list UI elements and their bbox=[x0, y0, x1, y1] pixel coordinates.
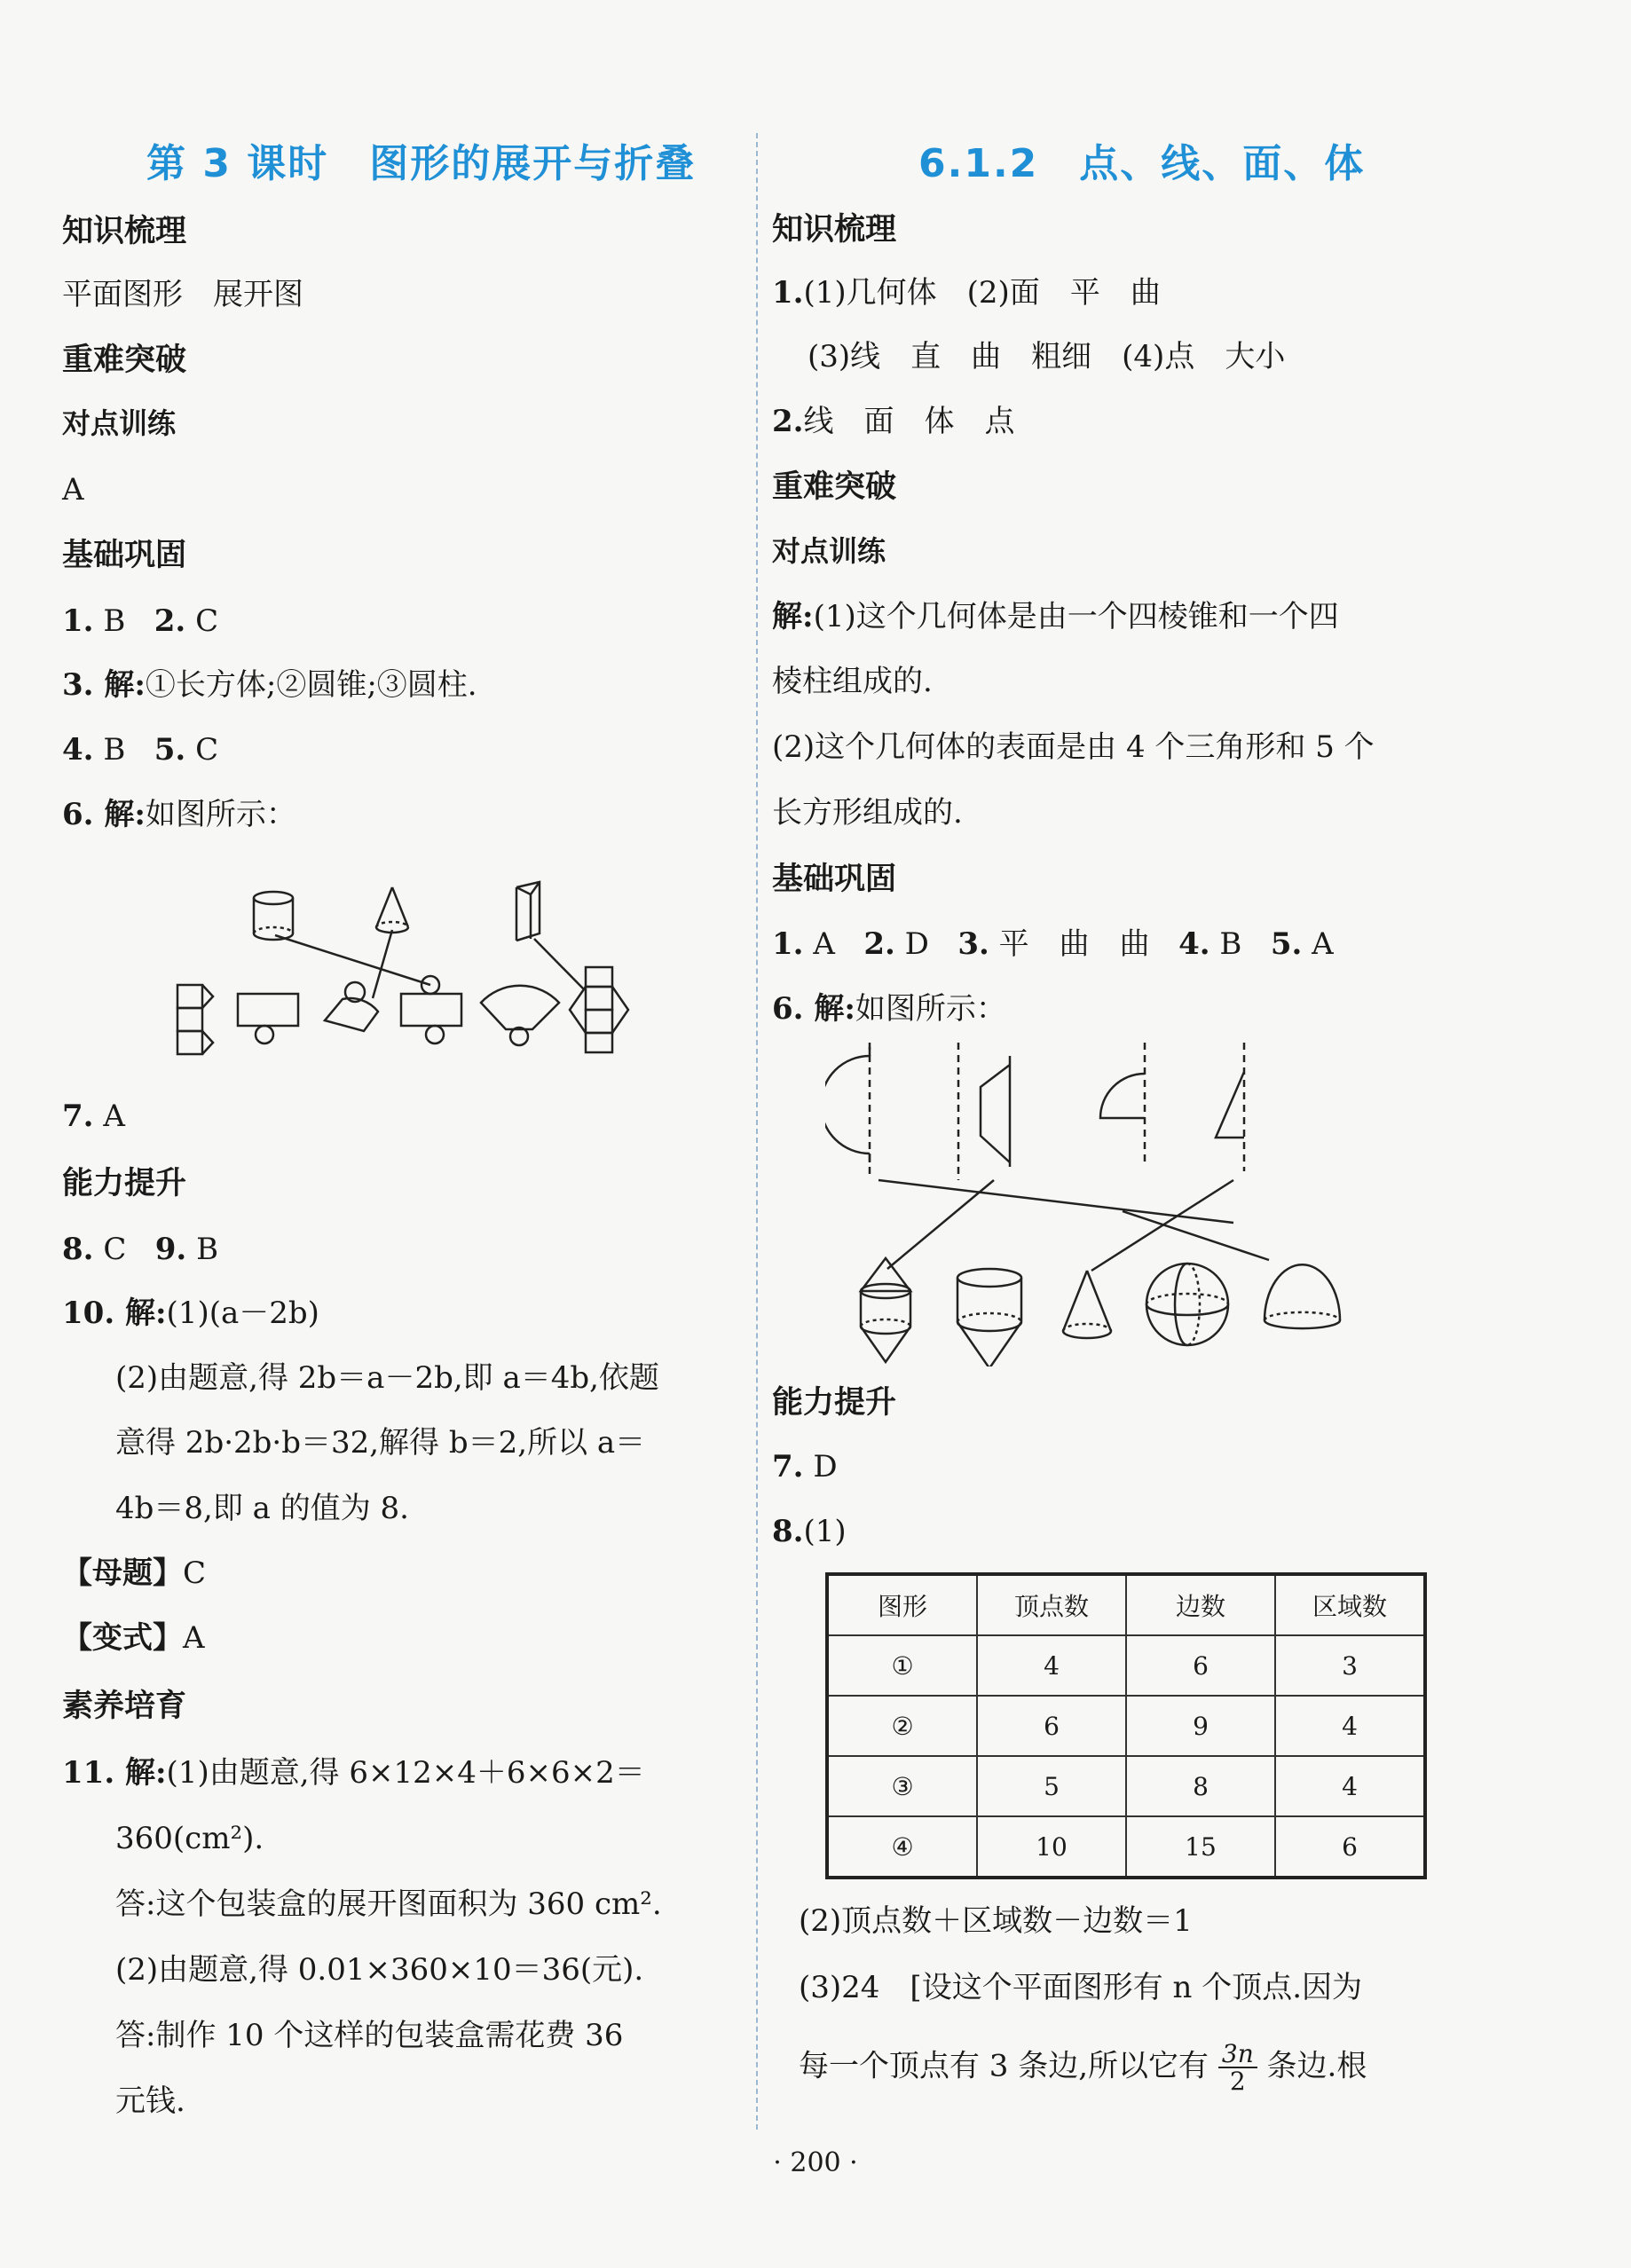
q9-answer: B bbox=[196, 1232, 219, 1267]
fraction-numerator: 3n bbox=[1218, 2041, 1257, 2068]
page-number: · 200 · bbox=[773, 2147, 858, 2178]
heading-suyang: 素养培育 bbox=[62, 1689, 187, 1724]
mu-answer: C bbox=[183, 1555, 207, 1591]
q4-number: 4. bbox=[62, 732, 94, 768]
answer-q10-line1 bbox=[62, 1295, 319, 1332]
table-cell: 4 bbox=[1275, 1696, 1425, 1756]
table-header: 图形 bbox=[827, 1574, 977, 1635]
r-heading-zhongnan: 重难突破 bbox=[772, 469, 897, 505]
q6-text: 如图所示： bbox=[145, 797, 296, 832]
r-j2-number: 2. bbox=[863, 926, 895, 962]
bian-answer: A bbox=[183, 1620, 205, 1656]
r-d-line4: 长方形组成的. bbox=[772, 795, 963, 831]
r-n8-part3-text: 每一个顶点有 3 条边,所以它有 bbox=[799, 2048, 1209, 2084]
q7-number: 7. bbox=[62, 1099, 94, 1134]
r-n7-number: 7. bbox=[772, 1449, 804, 1484]
table-cell: 6 bbox=[977, 1696, 1126, 1756]
table-row bbox=[827, 1756, 1425, 1816]
r-jichu-answers bbox=[772, 926, 1334, 963]
prism-solid-icon bbox=[516, 882, 540, 941]
r-heading-zhishi: 知识梳理 bbox=[772, 212, 897, 248]
table-row bbox=[827, 1635, 1425, 1696]
cylinder-solid-icon bbox=[254, 892, 293, 940]
q4-answer: B bbox=[103, 732, 126, 768]
heading-nengli: 能力提升 bbox=[62, 1166, 187, 1201]
r-z2-number: 2. bbox=[772, 404, 804, 439]
net-cone-icon bbox=[325, 982, 378, 1031]
q10-number: 10. 解: bbox=[62, 1295, 167, 1331]
r-j6 bbox=[772, 991, 1006, 1028]
r-n8-part2: (2)顶点数＋区域数－边数＝1 bbox=[799, 1903, 1193, 1939]
triangle-shape-icon bbox=[1216, 1043, 1244, 1171]
table-header-row bbox=[827, 1574, 1425, 1635]
q7-answer: A bbox=[103, 1099, 125, 1134]
table-cell: 4 bbox=[1275, 1756, 1425, 1816]
r-z2-text: 线 面 体 点 bbox=[803, 404, 1015, 439]
table-cell: 5 bbox=[977, 1756, 1126, 1816]
r-d-line3: (2)这个几何体的表面是由 4 个三角形和 5 个 bbox=[772, 729, 1375, 765]
q1-answer: B bbox=[103, 603, 126, 639]
r-d-line1 bbox=[772, 599, 1339, 635]
duidian-answer: A bbox=[62, 472, 84, 508]
q11-line5: 答:制作 10 个这样的包装盒需花费 36 bbox=[115, 2018, 624, 2053]
mu-ti bbox=[62, 1555, 206, 1592]
sphere-solid-icon bbox=[1146, 1264, 1228, 1345]
net-prism-b-icon bbox=[570, 967, 628, 1052]
r-n8-part3-line2 bbox=[799, 2041, 1367, 2095]
q2-number: 2. bbox=[154, 603, 186, 639]
fraction-3n-over-2 bbox=[1218, 2041, 1257, 2095]
table-cell: 6 bbox=[1126, 1635, 1275, 1696]
table-cell: 8 bbox=[1126, 1756, 1275, 1816]
r-n7 bbox=[772, 1449, 838, 1485]
r-z1-line2: (3)线 直 曲 粗细 (4)点 大小 bbox=[808, 339, 1286, 374]
net-prism-a-icon bbox=[177, 985, 213, 1054]
table-cell: ② bbox=[827, 1696, 977, 1756]
heading-zhongnan: 重难突破 bbox=[62, 343, 187, 378]
table-row bbox=[827, 1816, 1425, 1878]
answer-q7 bbox=[62, 1099, 125, 1135]
r-d-part1: (1)这个几何体是由一个四棱锥和一个四 bbox=[813, 599, 1339, 634]
heading-zhishi: 知识梳理 bbox=[62, 214, 187, 249]
bian-shi bbox=[62, 1620, 205, 1657]
column-divider bbox=[756, 133, 758, 2130]
answer-q6 bbox=[62, 797, 296, 833]
r-z1-number: 1. bbox=[772, 275, 804, 311]
r-n8-number: 8. bbox=[772, 1514, 804, 1549]
q8-answer: C bbox=[103, 1232, 127, 1267]
bian-label: 【变式】 bbox=[62, 1620, 183, 1656]
r-j3-number: 3. bbox=[957, 926, 989, 962]
q11-line3: 答:这个包装盒的展开图面积为 360 cm². bbox=[115, 1886, 662, 1922]
rotation-solids-figure bbox=[825, 1038, 1393, 1366]
r-n8-part3-tail: 条边.根 bbox=[1266, 2048, 1367, 2084]
trapezoid-shape-icon bbox=[958, 1043, 1010, 1180]
q6-number: 6. 解: bbox=[62, 797, 146, 832]
table-header: 区域数 bbox=[1275, 1574, 1425, 1635]
r-j1-number: 1. bbox=[772, 926, 804, 962]
answer-q3 bbox=[62, 667, 477, 704]
answers-q8-q9 bbox=[62, 1232, 218, 1268]
q11-line6: 元钱. bbox=[115, 2083, 185, 2119]
q10-line3: 意得 2b·2b·b＝32,解得 b＝2,所以 a＝ bbox=[115, 1425, 646, 1461]
cylinder-cone-solid-icon bbox=[957, 1269, 1021, 1366]
q3-number: 3. 解: bbox=[62, 667, 146, 703]
r-j1-answer: A bbox=[813, 926, 835, 962]
heading-duidian: 对点训练 bbox=[62, 406, 177, 440]
cone-solid-icon bbox=[376, 887, 408, 933]
r-j5-answer: A bbox=[1312, 926, 1334, 962]
r-heading-jichu: 基础巩固 bbox=[772, 862, 897, 897]
q11-line2: 360(cm²). bbox=[115, 1821, 264, 1856]
fraction-denominator: 2 bbox=[1229, 2067, 1246, 2097]
r-j6-text: 如图所示： bbox=[855, 991, 1006, 1027]
q11-line1 bbox=[62, 1755, 645, 1792]
table-header: 边数 bbox=[1126, 1574, 1275, 1635]
q8-number: 8. bbox=[62, 1232, 94, 1267]
table-cell: ④ bbox=[827, 1816, 977, 1878]
r-j3-answer: 平 曲 曲 bbox=[998, 926, 1150, 962]
answers-q1-q2 bbox=[62, 603, 218, 640]
vertex-edge-region-table bbox=[825, 1572, 1427, 1879]
mu-label: 【母题】 bbox=[62, 1555, 183, 1591]
q2-answer: C bbox=[195, 603, 219, 639]
q5-number: 5. bbox=[154, 732, 186, 768]
r-z1-line1 bbox=[772, 275, 1161, 311]
answers-q4-q5 bbox=[62, 732, 218, 768]
table-cell: 9 bbox=[1126, 1696, 1275, 1756]
table-cell: ③ bbox=[827, 1756, 977, 1816]
r-n8-part3-line1: (3)24 [设这个平面图形有 n 个顶点.因为 bbox=[799, 1970, 1363, 2005]
table-cell: 3 bbox=[1275, 1635, 1425, 1696]
q10-line4: 4b＝8,即 a 的值为 8. bbox=[115, 1491, 409, 1526]
double-cone-cylinder-solid-icon bbox=[861, 1258, 910, 1362]
q11-line4: (2)由题意,得 0.01×360×10＝36(元). bbox=[115, 1952, 644, 1988]
r-z2 bbox=[772, 404, 1015, 440]
table-cell: 10 bbox=[977, 1816, 1126, 1878]
r-d-label: 解: bbox=[772, 599, 814, 634]
r-heading-nengli: 能力提升 bbox=[772, 1385, 897, 1421]
quarter-circle-shape-icon bbox=[1100, 1043, 1145, 1162]
q11-part1: (1)由题意,得 6×12×4＋6×6×2＝ bbox=[166, 1755, 645, 1791]
r-n8 bbox=[772, 1514, 847, 1550]
table-header: 顶点数 bbox=[977, 1574, 1126, 1635]
q5-answer: C bbox=[195, 732, 219, 768]
r-j4-answer: B bbox=[1219, 926, 1242, 962]
cone-solid-icon bbox=[1063, 1271, 1111, 1338]
q9-number: 9. bbox=[154, 1232, 187, 1267]
r-n8-part1: (1) bbox=[803, 1514, 847, 1549]
semicircle-shape-icon bbox=[825, 1043, 870, 1176]
q10-line2: (2)由题意,得 2b＝a－2b,即 a＝4b,依题 bbox=[115, 1360, 659, 1396]
r-j5-number: 5. bbox=[1270, 926, 1303, 962]
r-d-line2: 棱柱组成的. bbox=[772, 664, 933, 699]
net-cylinder-icon bbox=[238, 994, 298, 1043]
hemisphere-solid-icon bbox=[1265, 1264, 1340, 1328]
zhishi-text: 平面图形 展开图 bbox=[62, 277, 303, 312]
r-z1-part1: (1)几何体 (2)面 平 曲 bbox=[803, 275, 1161, 311]
table-cell: 15 bbox=[1126, 1816, 1275, 1878]
nets-matching-figure bbox=[169, 878, 737, 1074]
q3-text: ①长方体;②圆锥;③圆柱. bbox=[145, 667, 477, 703]
net-fan-icon bbox=[481, 986, 559, 1045]
q1-number: 1. bbox=[62, 603, 94, 639]
r-j4-number: 4. bbox=[1178, 926, 1210, 962]
table-cell: ① bbox=[827, 1635, 977, 1696]
q11-number: 11. 解: bbox=[62, 1755, 167, 1791]
right-title: 6.1.2 点、线、面、体 bbox=[918, 141, 1366, 186]
table-cell: 4 bbox=[977, 1635, 1126, 1696]
q10-part1: (1)(a－2b) bbox=[166, 1295, 319, 1331]
net-cylinder-b-icon bbox=[401, 976, 461, 1043]
r-heading-duidian: 对点训练 bbox=[772, 534, 886, 568]
table-row bbox=[827, 1696, 1425, 1756]
r-j2-answer: D bbox=[904, 926, 929, 962]
heading-jichu: 基础巩固 bbox=[62, 538, 187, 573]
r-n7-answer: D bbox=[813, 1449, 838, 1484]
table-cell: 6 bbox=[1275, 1816, 1425, 1878]
r-j6-number: 6. 解: bbox=[772, 991, 855, 1027]
left-title: 第 3 课时 图形的展开与折叠 bbox=[146, 141, 697, 186]
